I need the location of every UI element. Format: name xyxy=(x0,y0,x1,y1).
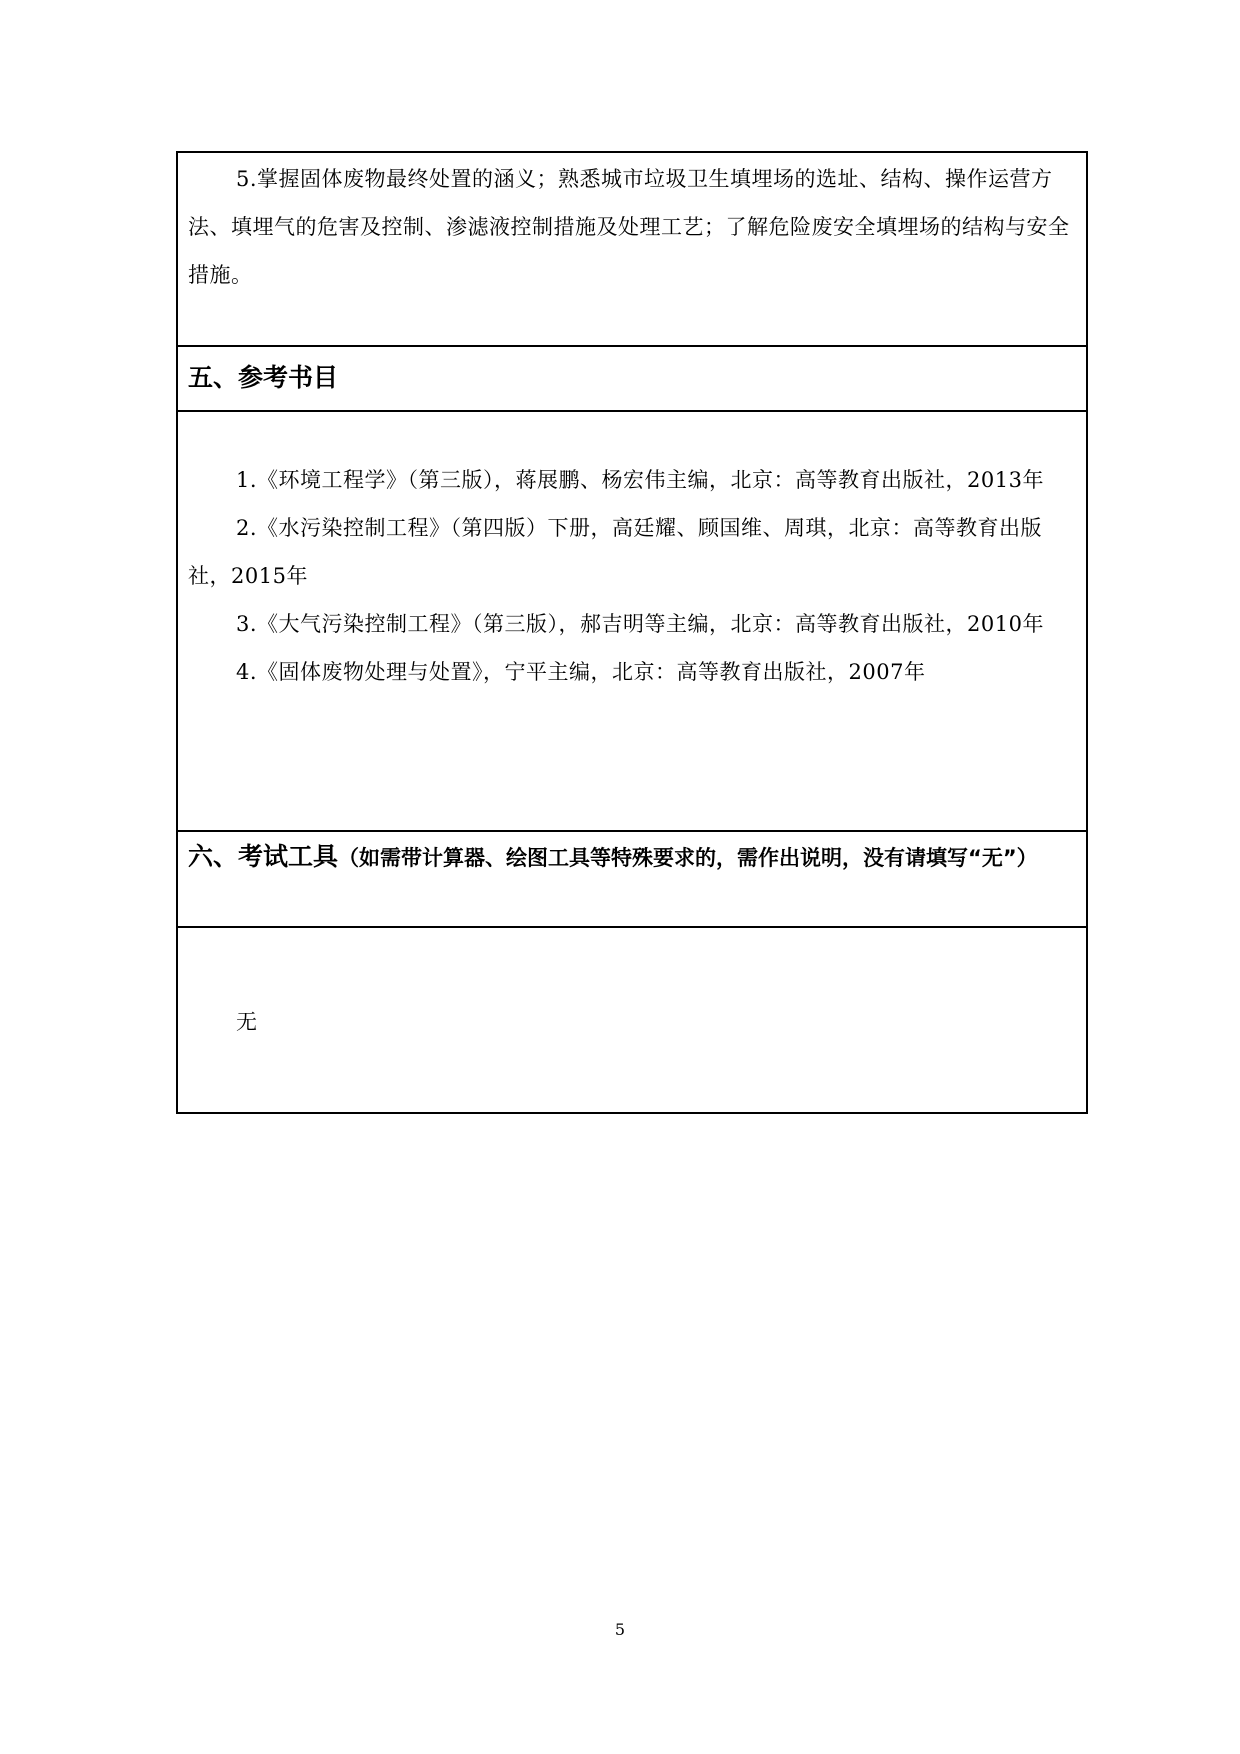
section6-content-row xyxy=(178,926,1086,1112)
section5-header-row xyxy=(178,345,1086,410)
exam-tools-answer: 无 xyxy=(236,1010,258,1034)
objective-item-5: 5.掌握固体废物最终处置的涵义；熟悉城市垃圾卫生填埋场的选址、结构、操作运营方法、填埋气的危害及控制、渗滤液控制措施及处理工艺；了解危险废安全填埋场的结构与安全措施。 xyxy=(188,167,1070,287)
section6-note: （如需带计算器、绘图工具等特殊要求的，需作出说明，没有请填写“无”） xyxy=(338,846,1038,870)
section5-content-row xyxy=(178,410,1086,830)
section6-title: 六、考试工具 xyxy=(188,842,339,871)
reference-item-4: 4.《固体废物处理与处置》，宁平主编，北京：高等教育出版社，2007年 xyxy=(236,660,926,684)
page-number: 5 xyxy=(614,1620,626,1639)
reference-item-2: 2.《水污染控制工程》（第四版）下册，高廷耀、顾国维、周琪，北京：高等教育出版社，2015年 xyxy=(188,516,1043,588)
reference-item-3: 3.《大气污染控制工程》（第三版），郝吉明等主编，北京：高等教育出版社，2010年 xyxy=(236,612,1044,636)
section6-heading xyxy=(178,832,1086,881)
section5-title: 五、参考书目 xyxy=(188,363,339,392)
reference-item-1: 1.《环境工程学》（第三版），蒋展鹏、杨宏伟主编，北京：高等教育出版社，2013年 xyxy=(236,468,1044,492)
section4-content-row xyxy=(178,153,1086,345)
section6-header-row xyxy=(178,830,1086,926)
syllabus-table xyxy=(176,151,1088,1114)
